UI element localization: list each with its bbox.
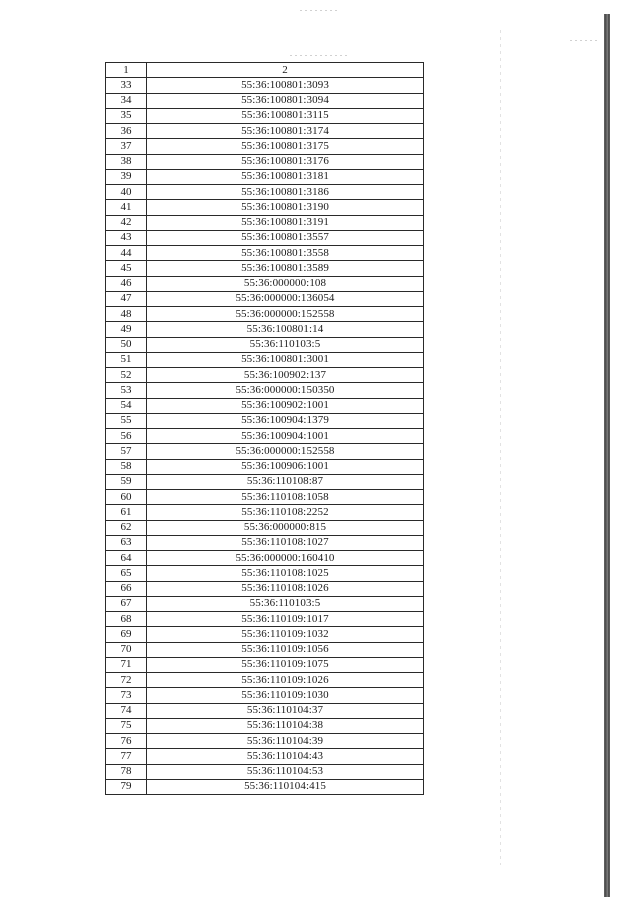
cadastral-number-cell: 55:36:100801:3115: [147, 108, 424, 123]
row-number-cell: 38: [106, 154, 147, 169]
scan-border-edge: [604, 14, 610, 897]
row-number-cell: 50: [106, 337, 147, 352]
table-row: [106, 627, 424, 642]
table-row: [106, 596, 424, 611]
row-number-cell: 60: [106, 490, 147, 505]
table-row: [106, 779, 424, 794]
row-number-cell: 75: [106, 718, 147, 733]
table-row: [106, 490, 424, 505]
row-number-cell: 73: [106, 688, 147, 703]
cadastral-number-cell: 55:36:100902:1001: [147, 398, 424, 413]
table-row: [106, 230, 424, 245]
table-row: [106, 642, 424, 657]
row-number-cell: 44: [106, 246, 147, 261]
cadastral-number-table: [105, 62, 424, 795]
row-number-cell: 46: [106, 276, 147, 291]
scan-noise-top: [300, 10, 340, 11]
row-number-cell: 36: [106, 124, 147, 139]
cadastral-number-cell: 55:36:100801:14: [147, 322, 424, 337]
table-row: [106, 291, 424, 306]
row-number-cell: 42: [106, 215, 147, 230]
row-number-cell: 79: [106, 779, 147, 794]
table-row: [106, 612, 424, 627]
table-row: [106, 276, 424, 291]
cadastral-number-cell: 55:36:100904:1001: [147, 429, 424, 444]
cadastral-number-cell: 55:36:100801:3001: [147, 352, 424, 367]
row-number-cell: 56: [106, 429, 147, 444]
row-number-cell: 33: [106, 78, 147, 93]
scan-noise-header: [290, 55, 350, 56]
cadastral-number-cell: 55:36:110104:39: [147, 734, 424, 749]
row-number-cell: 43: [106, 230, 147, 245]
cadastral-number-cell: 55:36:110103:5: [147, 337, 424, 352]
row-number-cell: 48: [106, 307, 147, 322]
table-header-cell: 1: [106, 63, 147, 78]
cadastral-number-cell: 55:36:110108:1027: [147, 535, 424, 550]
cadastral-number-cell: 55:36:100801:3174: [147, 124, 424, 139]
table-row: [106, 474, 424, 489]
row-number-cell: 78: [106, 764, 147, 779]
table-row: [106, 657, 424, 672]
table-row: [106, 566, 424, 581]
cadastral-number-cell: 55:36:100801:3589: [147, 261, 424, 276]
cadastral-number-cell: 55:36:110109:1056: [147, 642, 424, 657]
cadastral-number-cell: 55:36:100906:1001: [147, 459, 424, 474]
table-row: [106, 139, 424, 154]
row-number-cell: 66: [106, 581, 147, 596]
cadastral-number-cell: 55:36:100801:3558: [147, 246, 424, 261]
row-number-cell: 55: [106, 413, 147, 428]
table-row: [106, 429, 424, 444]
row-number-cell: 41: [106, 200, 147, 215]
row-number-cell: 53: [106, 383, 147, 398]
row-number-cell: 59: [106, 474, 147, 489]
table-row: [106, 322, 424, 337]
table-row: [106, 337, 424, 352]
table-row: [106, 246, 424, 261]
cadastral-number-cell: 55:36:110109:1032: [147, 627, 424, 642]
cadastral-number-cell: 55:36:000000:108: [147, 276, 424, 291]
table-row: [106, 215, 424, 230]
table-row: [106, 749, 424, 764]
row-number-cell: 40: [106, 185, 147, 200]
table-body: [106, 78, 424, 795]
table-row: [106, 78, 424, 93]
row-number-cell: 63: [106, 535, 147, 550]
table-row: [106, 169, 424, 184]
row-number-cell: 54: [106, 398, 147, 413]
table-row: [106, 108, 424, 123]
cadastral-number-cell: 55:36:110108:1058: [147, 490, 424, 505]
row-number-cell: 45: [106, 261, 147, 276]
cadastral-number-cell: 55:36:110104:415: [147, 779, 424, 794]
table-row: [106, 261, 424, 276]
row-number-cell: 72: [106, 673, 147, 688]
table-row: [106, 368, 424, 383]
row-number-cell: 52: [106, 368, 147, 383]
cadastral-number-cell: 55:36:100801:3094: [147, 93, 424, 108]
cadastral-number-cell: 55:36:100902:137: [147, 368, 424, 383]
table-row: [106, 673, 424, 688]
cadastral-number-cell: 55:36:100801:3191: [147, 215, 424, 230]
row-number-cell: 62: [106, 520, 147, 535]
cadastral-number-cell: 55:36:110108:1026: [147, 581, 424, 596]
table-row: [106, 154, 424, 169]
cadastral-number-cell: 55:36:000000:815: [147, 520, 424, 535]
cadastral-number-cell: 55:36:110104:38: [147, 718, 424, 733]
row-number-cell: 68: [106, 612, 147, 627]
table-row: [106, 444, 424, 459]
cadastral-number-cell: 55:36:110108:1025: [147, 566, 424, 581]
cadastral-number-cell: 55:36:110109:1075: [147, 657, 424, 672]
cadastral-number-cell: 55:36:100801:3175: [147, 139, 424, 154]
scan-artifact-line: [500, 30, 501, 865]
table-row: [106, 551, 424, 566]
cadastral-number-cell: 55:36:100801:3176: [147, 154, 424, 169]
table-row: [106, 93, 424, 108]
row-number-cell: 58: [106, 459, 147, 474]
row-number-cell: 35: [106, 108, 147, 123]
cadastral-number-cell: 55:36:000000:152558: [147, 307, 424, 322]
cadastral-number-cell: 55:36:110104:53: [147, 764, 424, 779]
table-row: [106, 383, 424, 398]
row-number-cell: 74: [106, 703, 147, 718]
table-row: [106, 764, 424, 779]
table-row: [106, 734, 424, 749]
cadastral-number-cell: 55:36:110108:87: [147, 474, 424, 489]
cadastral-number-cell: 55:36:110109:1026: [147, 673, 424, 688]
row-number-cell: 47: [106, 291, 147, 306]
table-row: [106, 398, 424, 413]
table-header-cell: 2: [147, 63, 424, 78]
table-row: [106, 703, 424, 718]
cadastral-number-cell: 55:36:100904:1379: [147, 413, 424, 428]
cadastral-number-cell: 55:36:000000:152558: [147, 444, 424, 459]
table-row: [106, 688, 424, 703]
row-number-cell: 51: [106, 352, 147, 367]
cadastral-number-cell: 55:36:100801:3186: [147, 185, 424, 200]
row-number-cell: 39: [106, 169, 147, 184]
table-row: [106, 185, 424, 200]
row-number-cell: 34: [106, 93, 147, 108]
cadastral-number-cell: 55:36:110109:1017: [147, 612, 424, 627]
table-row: [106, 307, 424, 322]
row-number-cell: 65: [106, 566, 147, 581]
table-row: [106, 505, 424, 520]
cadastral-number-cell: 55:36:000000:160410: [147, 551, 424, 566]
cadastral-number-cell: 55:36:100801:3557: [147, 230, 424, 245]
table-row: [106, 535, 424, 550]
cadastral-number-cell: 55:36:000000:150350: [147, 383, 424, 398]
table-row: [106, 413, 424, 428]
row-number-cell: 76: [106, 734, 147, 749]
table-row: [106, 581, 424, 596]
cadastral-number-cell: 55:36:100801:3181: [147, 169, 424, 184]
table-row: [106, 459, 424, 474]
row-number-cell: 77: [106, 749, 147, 764]
cadastral-number-cell: 55:36:110104:43: [147, 749, 424, 764]
cadastral-number-cell: 55:36:100801:3190: [147, 200, 424, 215]
row-number-cell: 69: [106, 627, 147, 642]
row-number-cell: 49: [106, 322, 147, 337]
cadastral-number-cell: 55:36:110108:2252: [147, 505, 424, 520]
cadastral-number-cell: 55:36:110104:37: [147, 703, 424, 718]
cadastral-number-cell: 55:36:110109:1030: [147, 688, 424, 703]
table-row: [106, 520, 424, 535]
row-number-cell: 67: [106, 596, 147, 611]
scan-noise-right: [570, 40, 598, 41]
row-number-cell: 61: [106, 505, 147, 520]
row-number-cell: 70: [106, 642, 147, 657]
row-number-cell: 37: [106, 139, 147, 154]
table-row: [106, 200, 424, 215]
row-number-cell: 71: [106, 657, 147, 672]
cadastral-number-cell: 55:36:100801:3093: [147, 78, 424, 93]
row-number-cell: 64: [106, 551, 147, 566]
table-header-row: [106, 63, 424, 78]
table-row: [106, 124, 424, 139]
row-number-cell: 57: [106, 444, 147, 459]
table-row: [106, 352, 424, 367]
cadastral-number-cell: 55:36:000000:136054: [147, 291, 424, 306]
cadastral-number-cell: 55:36:110103:5: [147, 596, 424, 611]
table-row: [106, 718, 424, 733]
